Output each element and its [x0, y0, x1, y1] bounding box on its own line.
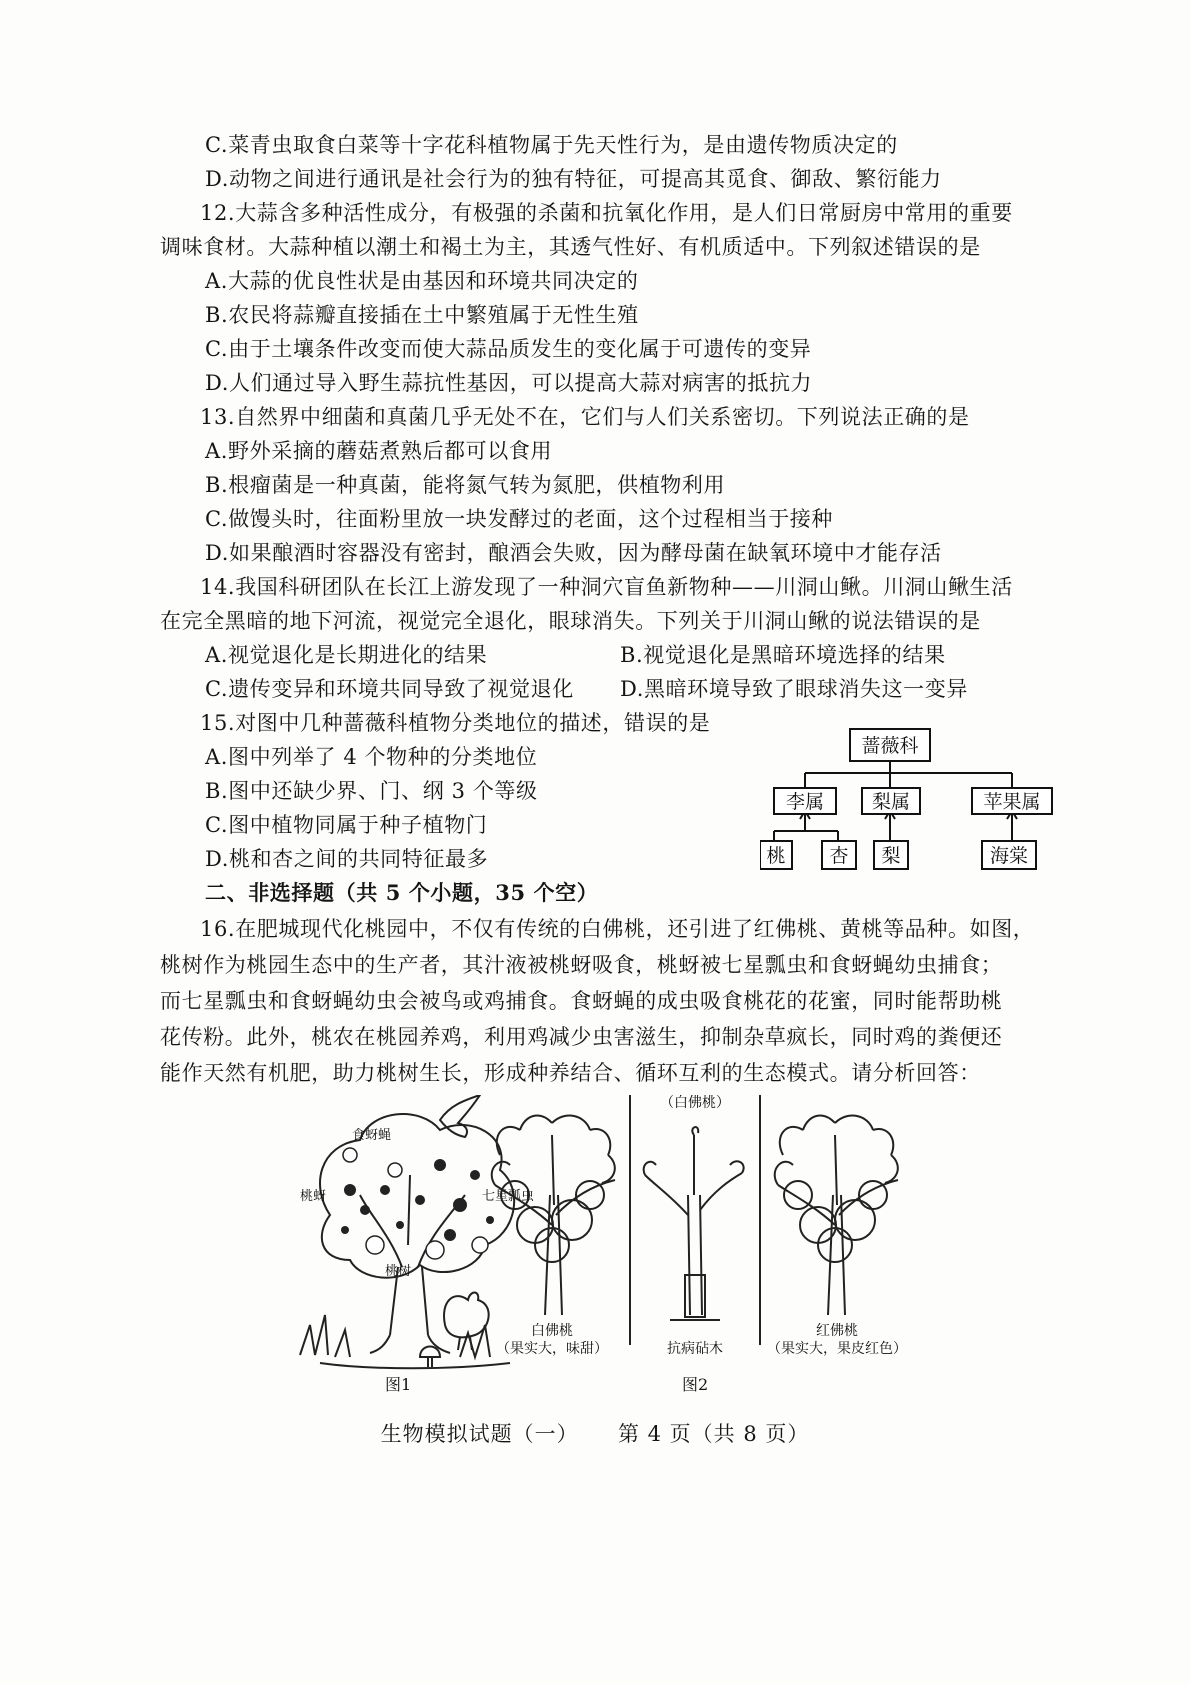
q12-stem-line2: 调味食材。大蒜种植以潮土和褐土为主，其透气性好、有机质适中。下列叙述错误的是 — [160, 235, 981, 259]
q13-option-b: B.根瘤菌是一种真菌，能将氮气转为氮肥，供植物利用 — [205, 473, 726, 497]
q15-option-b: B.图中还缺少界、门、纲 3 个等级 — [205, 779, 538, 803]
fig2-caption: 图2 — [682, 1375, 709, 1394]
fig2-red-peach-desc: （果实大，果皮红色） — [767, 1341, 907, 1357]
q12-option-d: D.人们通过导入野生蒜抗性基因，可以提高大蒜对病害的抵抗力 — [205, 371, 813, 395]
fig1-ecosystem-drawing — [300, 1095, 514, 1368]
q13-stem: 13.自然界中细菌和真菌几乎无处不在，它们与人们关系密切。下列说法正确的是 — [200, 405, 970, 429]
fig1-label-aphid: 桃蚜 — [300, 1189, 327, 1204]
fig2-grafting-drawing — [644, 1127, 744, 1320]
q15-option-c: C.图中植物同属于种子植物门 — [205, 813, 488, 837]
taxonomy-diagram — [760, 725, 1080, 875]
fig2-red-peach-name: 红佛桃 — [816, 1323, 858, 1339]
q15-option-a: A.图中列举了 4 个物种的分类地位 — [205, 745, 538, 769]
genus-label-pear: 梨属 — [871, 791, 911, 813]
q16-line4: 花传粉。此外，桃农在桃园养鸡，利用鸡减少虫害滋生，抑制杂草疯长，同时鸡的粪便还 — [160, 1025, 1003, 1049]
q11-option-c: C.菜青虫取食白菜等十字花科植物属于先天性行为，是由遗传物质决定的 — [205, 133, 898, 157]
footer-subject: 生物模拟试题（一） — [380, 1422, 579, 1446]
q14-option-c: C.遗传变异和环境共同导致了视觉退化 — [205, 677, 574, 701]
q16-line2: 桃树作为桃园生态中的生产者，其汁液被桃蚜吸食，桃蚜被七星瓢虫和食蚜蝇幼虫捕食； — [160, 953, 1003, 977]
q15-option-d: D.桃和杏之间的共同特征最多 — [205, 847, 489, 871]
q14-stem-line2: 在完全黑暗的地下河流，视觉完全退化，眼球消失。下列关于川洞山鳅的说法错误的是 — [160, 609, 981, 633]
family-label: 蔷薇科 — [861, 735, 919, 757]
fig1-label-tree: 桃树 — [385, 1264, 412, 1279]
q13-option-c: C.做馒头时，往面粉里放一块发酵过的老面，这个过程相当于接种 — [205, 507, 833, 531]
q12-option-c: C.由于土壤条件改变而使大蒜品质发生的变化属于可遗传的变异 — [205, 337, 812, 361]
q12-option-a: A.大蒜的优良性状是由基因和环境共同决定的 — [205, 269, 639, 293]
q13-option-d: D.如果酿酒时容器没有密封，酿酒会失败，因为酵母菌在缺氧环境中才能存活 — [205, 541, 942, 565]
genus-label-plum: 李属 — [785, 791, 825, 813]
q12-option-b: B.农民将蒜瓣直接插在土中繁殖属于无性生殖 — [205, 303, 639, 327]
page-footer — [0, 1418, 1190, 1448]
fig2-red-peach-drawing — [775, 1116, 898, 1315]
footer-page-number: 第 4 页（共 8 页） — [617, 1422, 810, 1446]
fig2-white-peach-drawing — [492, 1116, 615, 1315]
species-label-peach: 桃 — [766, 845, 786, 867]
fig1-caption: 图1 — [385, 1375, 412, 1394]
species-label-apricot: 杏 — [829, 845, 849, 867]
fig1-label-ladybug: 七星瓢虫 — [482, 1189, 535, 1204]
q14-stem-line1: 14.我国科研团队在长江上游发现了一种洞穴盲鱼新物种——川洞山鳅。川洞山鳅生活 — [200, 575, 1013, 599]
q14-option-b: B.视觉退化是黑暗环境选择的结果 — [620, 643, 946, 667]
species-label-crabapple: 海棠 — [989, 845, 1029, 867]
fig2-rootstock-label: 抗病砧木 — [667, 1341, 723, 1357]
figures-illustration — [290, 1095, 1010, 1395]
fig2-white-peach-name: 白佛桃 — [531, 1323, 573, 1339]
q16-line5: 能作天然有机肥，助力桃树生长，形成种养结合、循环互利的生态模式。请分析回答： — [160, 1061, 981, 1085]
species-label-pear: 梨 — [881, 845, 901, 867]
q14-option-a: A.视觉退化是长期进化的结果 — [205, 643, 488, 667]
fig2-scion-label-2: （白佛桃） — [660, 1095, 730, 1111]
q13-option-a: A.野外采摘的蘑菇煮熟后都可以食用 — [205, 439, 553, 463]
fig2-white-peach-desc: （果实大，味甜） — [496, 1341, 608, 1357]
q16-line1: 16.在肥城现代化桃园中，不仅有传统的白佛桃，还引进了红佛桃、黄桃等品种。如图， — [200, 917, 1035, 941]
q14-option-d: D.黑暗环境导致了眼球消失这一变异 — [620, 677, 968, 701]
q12-stem-line1: 12.大蒜含多种活性成分，有极强的杀菌和抗氧化作用，是人们日常厨房中常用的重要 — [200, 201, 1013, 225]
fig1-label-hoverfly: 食蚜蝇 — [352, 1128, 392, 1143]
q11-option-d: D.动物之间进行通讯是社会行为的独有特征，可提高其觅食、御敌、繁衍能力 — [205, 167, 942, 191]
genus-label-apple: 苹果属 — [983, 791, 1041, 813]
section-2-heading: 二、非选择题（共 5 个小题，35 个空） — [205, 880, 599, 905]
q16-line3: 而七星瓢虫和食蚜蝇幼虫会被鸟或鸡捕食。食蚜蝇的成虫吸食桃花的花蜜，同时能帮助桃 — [160, 989, 1003, 1013]
q15-stem: 15.对图中几种蔷薇科植物分类地位的描述，错误的是 — [200, 711, 711, 735]
